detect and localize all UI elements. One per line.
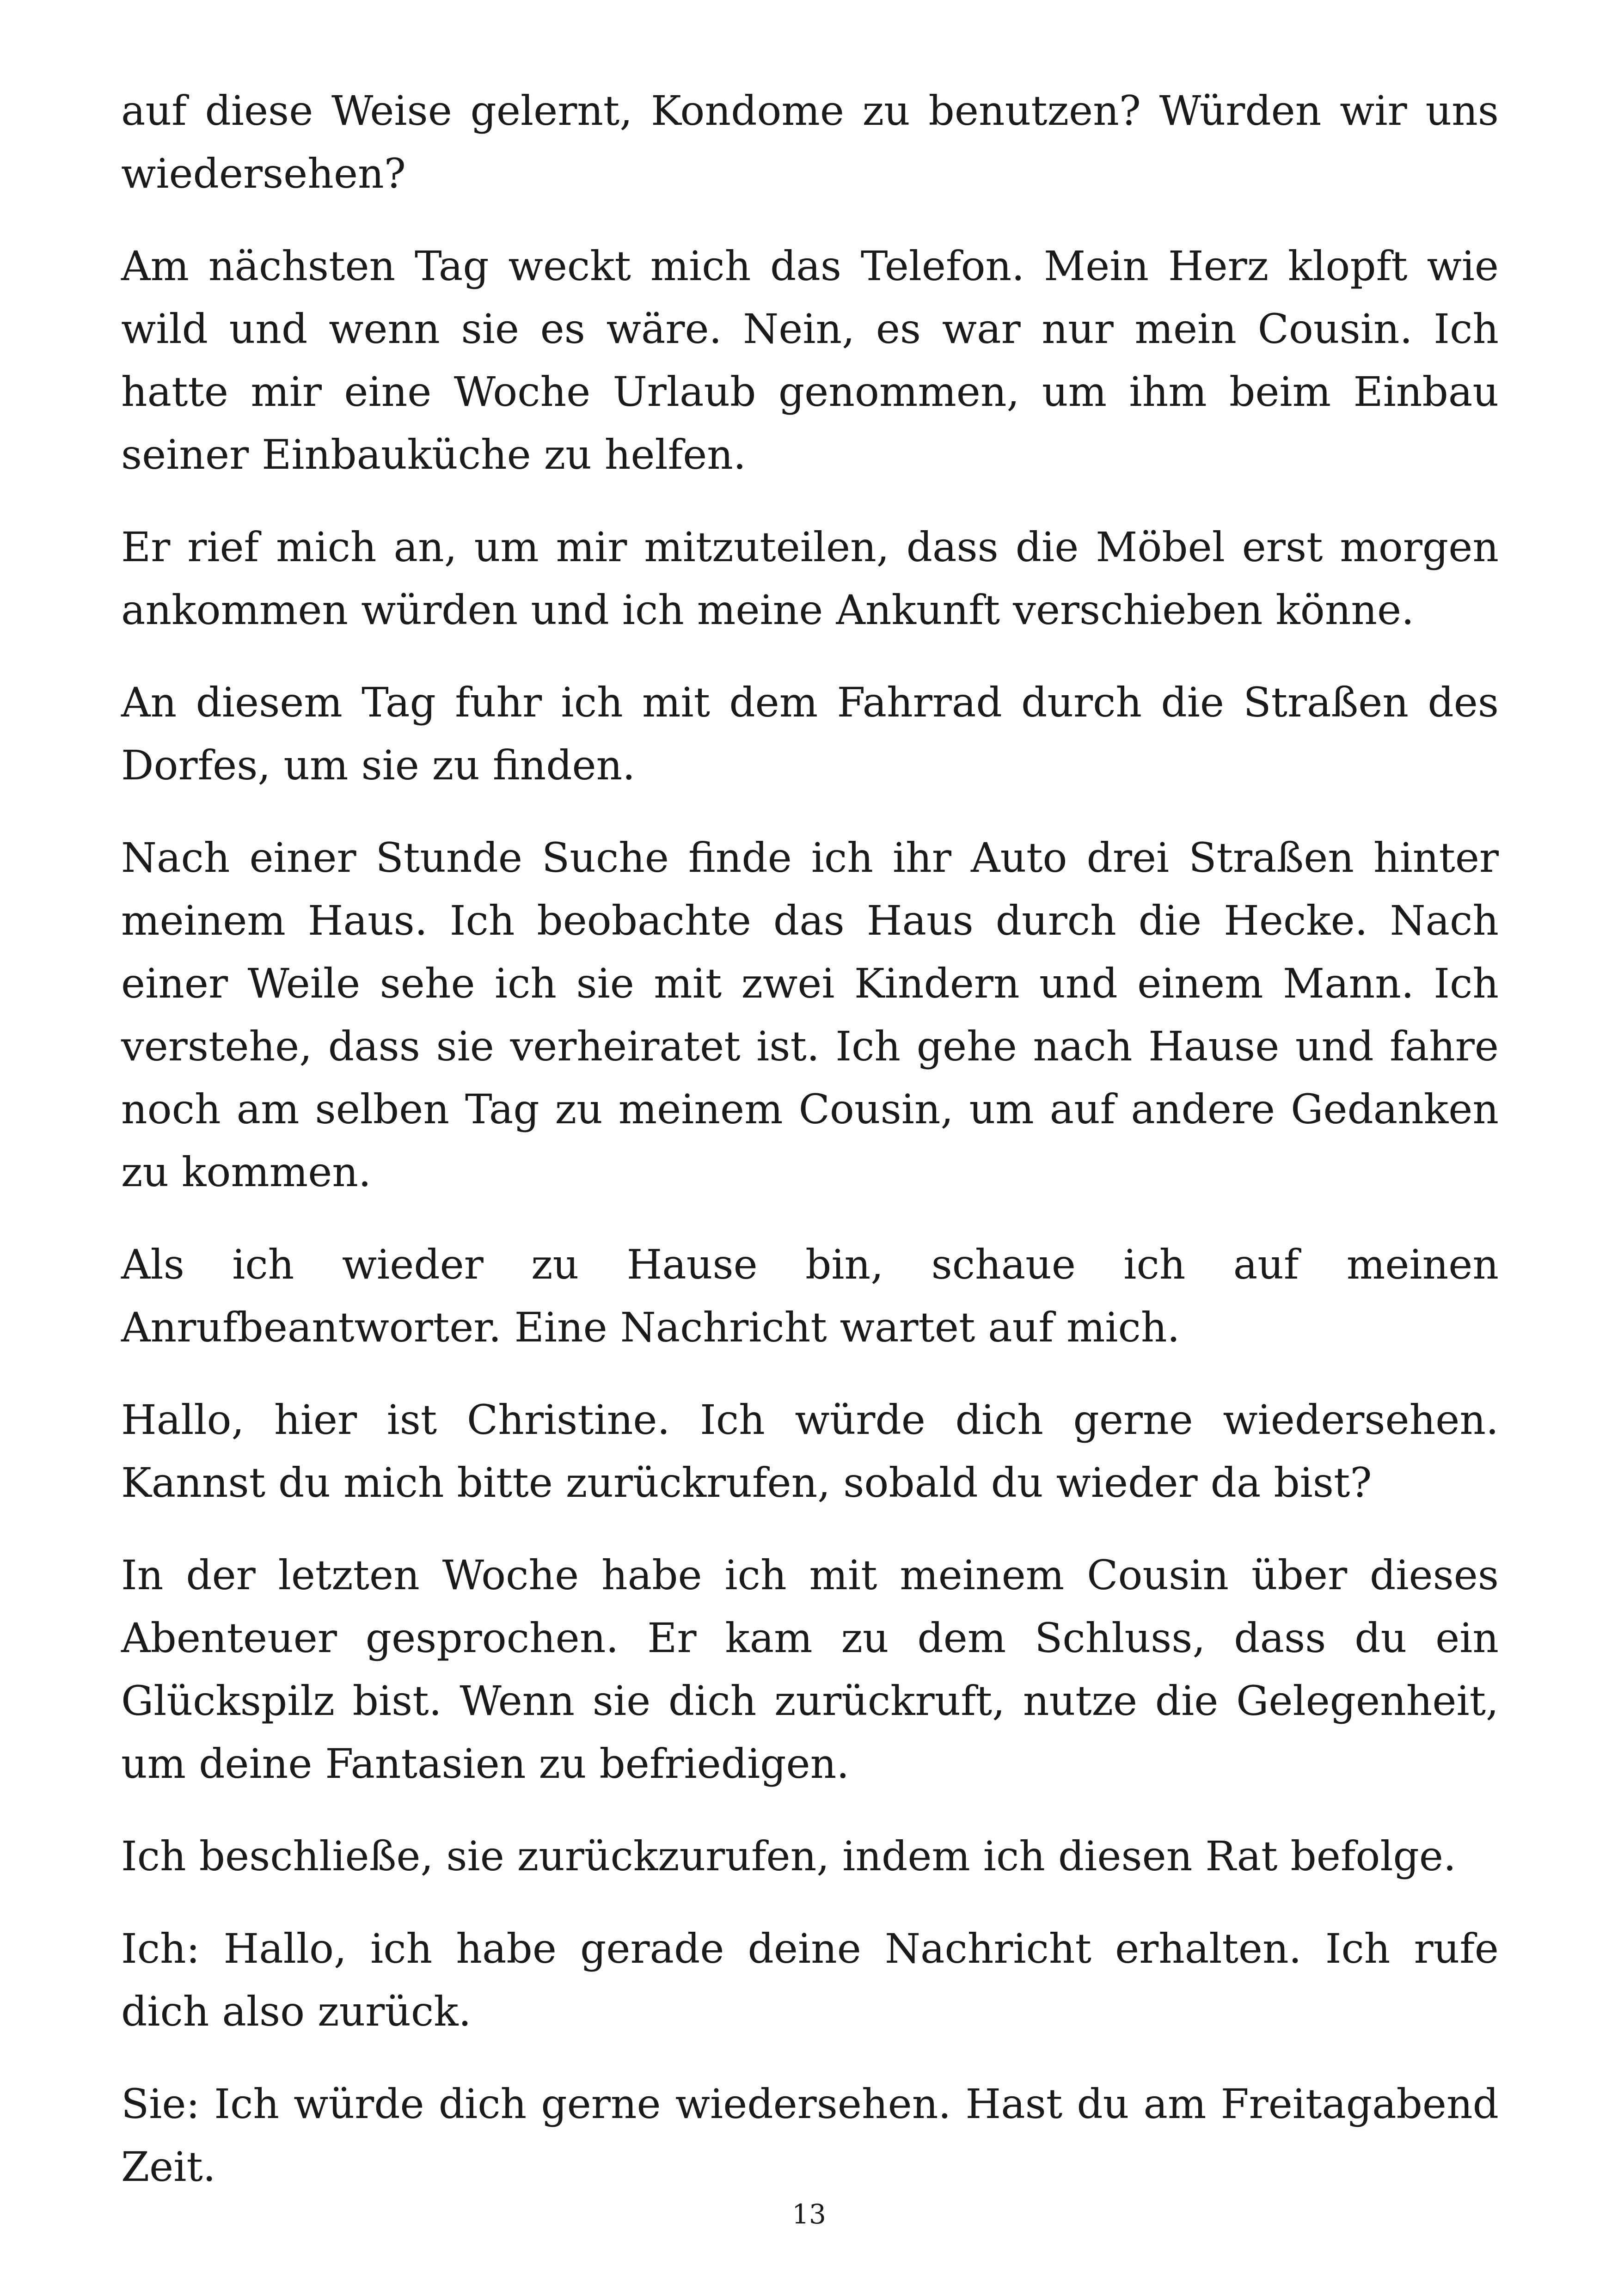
- paragraph: Hallo, hier ist Christine. Ich würde dich gerne wiedersehen. Kannst du mich bitte zurückrufen, sobald du wieder da bist?: [121, 1396, 1499, 1506]
- paragraph: Am nächsten Tag weckt mich das Telefon. Mein Herz klopft wie wild und wenn sie es wäre. Nein, es war nur mein Cousin. Ich hatte mir eine Woche Urlaub genommen, um ihm beim Einbau seiner Einbauküche zu helfen.: [121, 242, 1499, 478]
- paragraph: Als ich wieder zu Hause bin, schaue ich auf meinen Anrufbeantworter. Eine Nachricht wartet auf mich.: [121, 1241, 1499, 1351]
- paragraph: Nach einer Stunde Suche finde ich ihr Auto drei Straßen hinter meinem Haus. Ich beobachte das Haus durch die Hecke. Nach einer Weile sehe ich sie mit zwei Kindern und einem Mann. Ich verstehe, dass sie verheiratet ist. Ich gehe nach Hause und fahre noch am selben Tag zu meinem Cousin, um auf andere Gedanken zu kommen.: [121, 834, 1499, 1196]
- paragraph: Ich: Hallo, ich habe gerade deine Nachricht erhalten. Ich rufe dich also zurück.: [121, 1925, 1499, 2035]
- paragraph: An diesem Tag fuhr ich mit dem Fahrrad durch die Straßen des Dorfes, um sie zu finden.: [121, 679, 1499, 789]
- paragraph: auf diese Weise gelernt, Kondome zu benutzen? Würden wir uns wiedersehen?: [121, 87, 1499, 197]
- paragraph: Er rief mich an, um mir mitzuteilen, dass die Möbel erst morgen ankommen würden und ich meine Ankunft verschieben könne.: [121, 523, 1499, 634]
- paragraph: Ich beschließe, sie zurückzurufen, indem ich diesen Rat befolge.: [121, 1832, 1456, 1880]
- paragraph: Sie: Ich würde dich gerne wiedersehen. Hast du am Freitagabend Zeit.: [121, 2080, 1499, 2191]
- paragraph: In der letzten Woche habe ich mit meinem Cousin über dieses Abenteuer gesprochen. Er kam zu dem Schluss, dass du ein Glückspilz bist. Wenn sie dich zurückruft, nutze die Gelegenheit, um deine Fantasien zu befriedigen.: [121, 1551, 1499, 1788]
- page-number: 13: [792, 2198, 826, 2230]
- body-text: [121, 80, 1499, 2228]
